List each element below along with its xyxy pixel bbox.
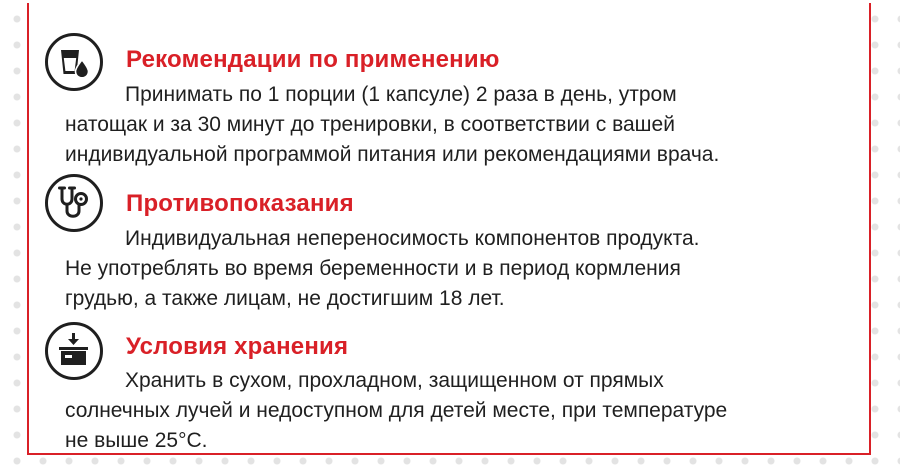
text-line: грудью, а также лицам, не достигшим 18 лет. (65, 287, 505, 310)
contraindications-text (65, 224, 865, 314)
usage-recommendations-heading: Рекомендации по применению (126, 46, 500, 73)
info-card (27, 3, 871, 455)
contraindications-heading: Противопоказания (126, 190, 354, 217)
usage-recommendations-text (65, 80, 865, 170)
text-line: солнечных лучей и недоступном для детей месте, при температуре (65, 399, 728, 422)
text-line: Индивидуальная непереносимость компонентов продукта. (125, 227, 700, 250)
text-line: не выше 25°C. (65, 429, 208, 452)
storage-conditions-text (65, 366, 865, 456)
text-line: натощак и за 30 минут до тренировки, в соответствии с вашей (65, 113, 675, 136)
text-line: Принимать по 1 порции (1 капсуле) 2 раза в день, утром (125, 83, 677, 106)
text-line: Не употреблять во время беременности и в период кормления (65, 257, 681, 280)
text-line: Хранить в сухом, прохладном, защищенном от прямых (125, 369, 664, 392)
text-line: индивидуальной программой питания или рекомендациями врача. (65, 143, 720, 166)
storage-conditions-heading: Условия хранения (126, 333, 349, 360)
